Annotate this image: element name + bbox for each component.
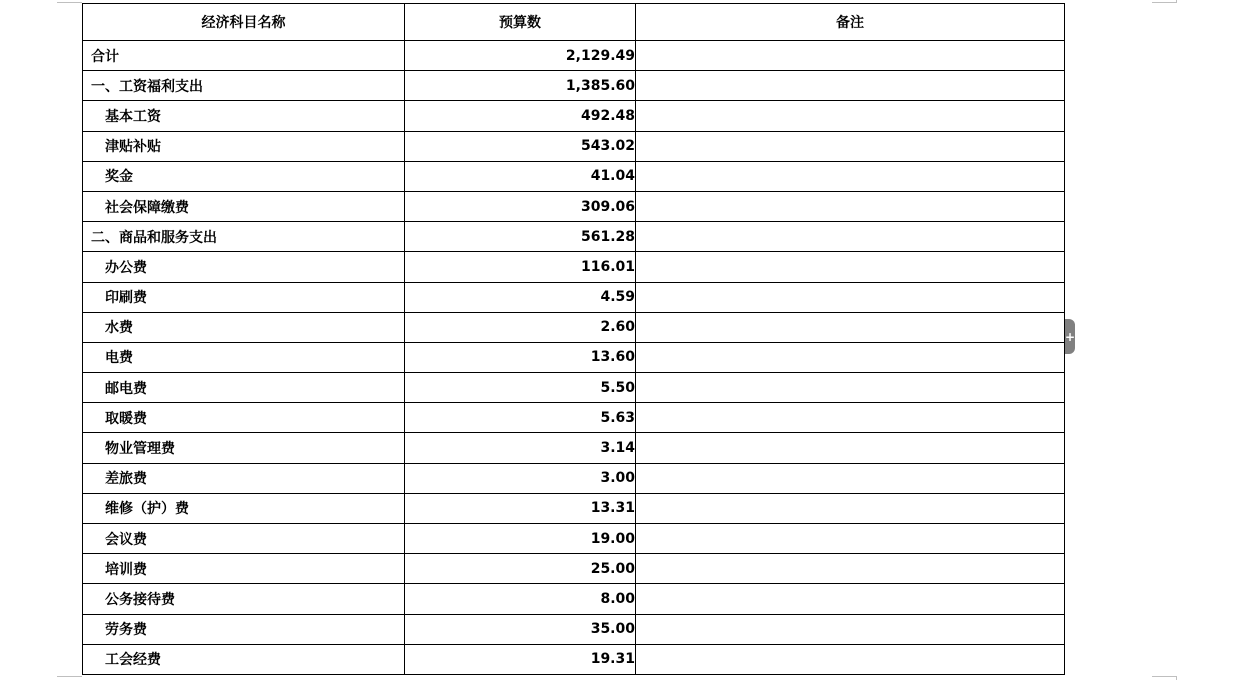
- budget-amount-cell: 309.06: [405, 191, 636, 221]
- budget-amount-cell: 543.02: [405, 131, 636, 161]
- table-row: [83, 524, 1065, 554]
- table-row: [83, 584, 1065, 614]
- budget-amount-cell: 19.00: [405, 524, 636, 554]
- item-name-cell: 差旅费: [83, 463, 405, 493]
- budget-amount-cell: 3.00: [405, 463, 636, 493]
- table-row: [83, 252, 1065, 282]
- budget-amount-cell: 8.00: [405, 584, 636, 614]
- item-name-cell: 合计: [83, 41, 405, 71]
- budget-amount-cell: 4.59: [405, 282, 636, 312]
- plus-icon: +: [1064, 329, 1076, 344]
- remarks-cell: [636, 161, 1065, 191]
- budget-amount-cell: 116.01: [405, 252, 636, 282]
- crop-mark: [1152, 676, 1177, 677]
- table-row: [83, 403, 1065, 433]
- item-name-cell: 津贴补贴: [83, 131, 405, 161]
- item-name-cell: 基本工资: [83, 101, 405, 131]
- table-row: [83, 312, 1065, 342]
- table-body: [83, 41, 1065, 675]
- table-row: [83, 342, 1065, 372]
- table-row: [83, 463, 1065, 493]
- item-name-cell: 邮电费: [83, 373, 405, 403]
- item-name-cell: 公务接待费: [83, 584, 405, 614]
- item-name-cell: 维修（护）费: [83, 493, 405, 523]
- table-row: [83, 222, 1065, 252]
- budget-amount-cell: 19.31: [405, 644, 636, 674]
- budget-amount-cell: 2,129.49: [405, 41, 636, 71]
- budget-amount-cell: 3.14: [405, 433, 636, 463]
- crop-mark: [57, 2, 82, 3]
- budget-amount-cell: 1,385.60: [405, 71, 636, 101]
- table-row: [83, 191, 1065, 221]
- budget-amount-cell: 25.00: [405, 554, 636, 584]
- crop-mark: [1176, 0, 1177, 3]
- budget-amount-cell: 5.50: [405, 373, 636, 403]
- header-remarks: 备注: [636, 4, 1065, 41]
- remarks-cell: [636, 463, 1065, 493]
- remarks-cell: [636, 191, 1065, 221]
- remarks-cell: [636, 644, 1065, 674]
- table-row: [83, 161, 1065, 191]
- budget-amount-cell: 35.00: [405, 614, 636, 644]
- table-row: [83, 614, 1065, 644]
- item-name-cell: 二、商品和服务支出: [83, 222, 405, 252]
- table-row: [83, 101, 1065, 131]
- item-name-cell: 物业管理费: [83, 433, 405, 463]
- table-header-row: [83, 4, 1065, 41]
- remarks-cell: [636, 584, 1065, 614]
- remarks-cell: [636, 101, 1065, 131]
- budget-table: [82, 3, 1065, 675]
- header-item-name: 经济科目名称: [83, 4, 405, 41]
- table-row: [83, 554, 1065, 584]
- budget-amount-cell: 492.48: [405, 101, 636, 131]
- remarks-cell: [636, 282, 1065, 312]
- remarks-cell: [636, 252, 1065, 282]
- budget-amount-cell: 561.28: [405, 222, 636, 252]
- remarks-cell: [636, 342, 1065, 372]
- remarks-cell: [636, 493, 1065, 523]
- remarks-cell: [636, 131, 1065, 161]
- remarks-cell: [636, 524, 1065, 554]
- table-row: [83, 493, 1065, 523]
- item-name-cell: 奖金: [83, 161, 405, 191]
- budget-amount-cell: 13.60: [405, 342, 636, 372]
- remarks-cell: [636, 312, 1065, 342]
- budget-amount-cell: 5.63: [405, 403, 636, 433]
- header-budget-amount: 预算数: [405, 4, 636, 41]
- crop-mark: [57, 676, 82, 677]
- item-name-cell: 社会保障缴费: [83, 191, 405, 221]
- budget-amount-cell: 2.60: [405, 312, 636, 342]
- item-name-cell: 水费: [83, 312, 405, 342]
- remarks-cell: [636, 373, 1065, 403]
- table-row: [83, 433, 1065, 463]
- table-row: [83, 282, 1065, 312]
- item-name-cell: 一、工资福利支出: [83, 71, 405, 101]
- item-name-cell: 培训费: [83, 554, 405, 584]
- remarks-cell: [636, 71, 1065, 101]
- crop-mark: [1176, 676, 1177, 680]
- remarks-cell: [636, 554, 1065, 584]
- item-name-cell: 工会经费: [83, 644, 405, 674]
- table-row: [83, 373, 1065, 403]
- item-name-cell: 取暖费: [83, 403, 405, 433]
- item-name-cell: 电费: [83, 342, 405, 372]
- table-row: [83, 41, 1065, 71]
- item-name-cell: 劳务费: [83, 614, 405, 644]
- budget-amount-cell: 41.04: [405, 161, 636, 191]
- table-row: [83, 131, 1065, 161]
- item-name-cell: 印刷费: [83, 282, 405, 312]
- remarks-cell: [636, 403, 1065, 433]
- remarks-cell: [636, 614, 1065, 644]
- budget-amount-cell: 13.31: [405, 493, 636, 523]
- remarks-cell: [636, 222, 1065, 252]
- remarks-cell: [636, 41, 1065, 71]
- crop-mark: [1152, 2, 1177, 3]
- item-name-cell: 会议费: [83, 524, 405, 554]
- side-expand-tab[interactable]: [1065, 319, 1075, 354]
- table-row: [83, 71, 1065, 101]
- table-row: [83, 644, 1065, 674]
- item-name-cell: 办公费: [83, 252, 405, 282]
- remarks-cell: [636, 433, 1065, 463]
